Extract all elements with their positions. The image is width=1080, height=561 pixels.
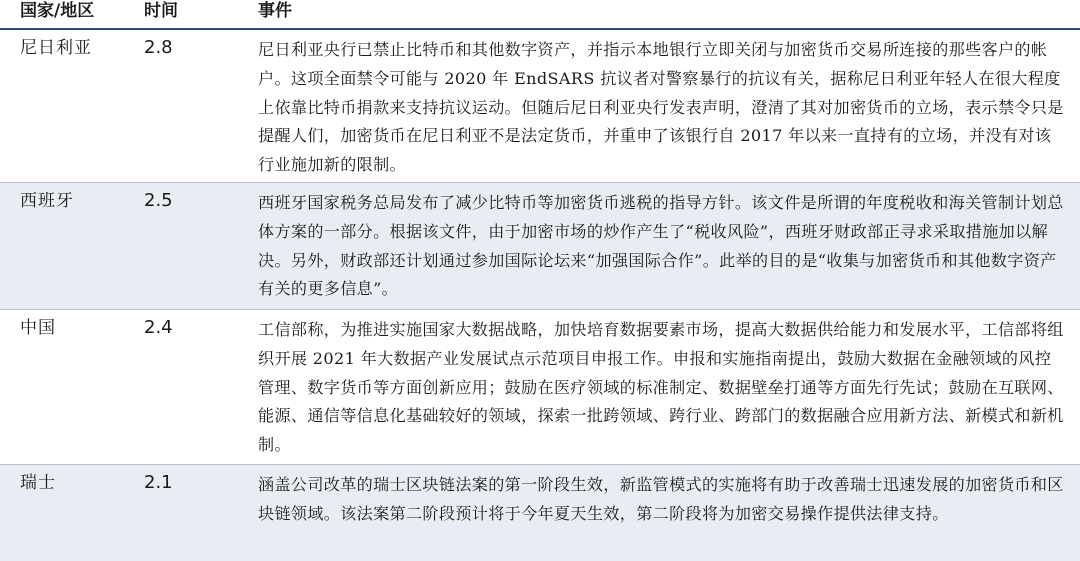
- row-date: 2.8: [144, 37, 173, 58]
- row-date: 2.1: [144, 472, 173, 493]
- header-event: 事件: [258, 1, 292, 21]
- table-header: [0, 0, 1080, 30]
- row-date: 2.4: [144, 317, 173, 338]
- header-country: 国家/地区: [20, 1, 95, 21]
- row-country: 西班牙: [20, 191, 74, 211]
- row-event: 尼日利亚央行已禁止比特币和其他数字资产，并指示本地银行立即关闭与加密货币交易所连接的那些客户的帐户。这项全面禁令可能与 2020 年 EndSARS 抗议者对警察暴行的抗议有关，据称尼日利亚年轻人在很大程度上依靠比特币捐款来支持抗议运动。但随后尼日利亚央行发表声明，澄清了其对加密货币的立场，表示禁令只是提醒人们，加密货币在尼日利亚不是法定货币，并重申了该银行自 2017 年以来一直持有的立场，并没有对该行业施加新的限制。: [258, 40, 1064, 175]
- table-row: [0, 465, 1080, 561]
- header-date: 时间: [144, 1, 178, 21]
- table-row: [0, 183, 1080, 310]
- table-row: [0, 310, 1080, 465]
- row-country: 瑞士: [20, 473, 56, 493]
- row-date: 2.5: [144, 190, 173, 211]
- table-row: [0, 30, 1080, 183]
- row-event: 西班牙国家税务总局发布了减少比特币等加密货币逃税的指导方针。该文件是所谓的年度税收和海关管制计划总体方案的一部分。根据该文件，由于加密市场的炒作产生了“税收风险”，西班牙财政部正寻求采取措施加以解决。另外，财政部还计划通过参加国际论坛来“加强国际合作”。此举的目的是“收集与加密货币和其他数字资产有关的更多信息”。: [258, 193, 1064, 299]
- row-country: 尼日利亚: [20, 38, 92, 58]
- row-event: 涵盖公司改革的瑞士区块链法案的第一阶段生效，新监管模式的实施将有助于改善瑞士迅速发展的加密货币和区块链领域。该法案第二阶段预计将于今年夏天生效，第二阶段将为加密交易操作提供法律支持。: [258, 475, 1064, 523]
- row-event: 工信部称，为推进实施国家大数据战略，加快培育数据要素市场，提高大数据供给能力和发展水平，工信部将组织开展 2021 年大数据产业发展试点示范项目申报工作。申报和实施指南提出，鼓励大数据在金融领域的风控管理、数字货币等方面创新应用；鼓励在医疗领域的标准制定、数据壁垒打通等方面先行先试；鼓励在互联网、能源、通信等信息化基础较好的领域，探索一批跨领域、跨行业、跨部门的数据融合应用新方法、新模式和新机制。: [258, 320, 1064, 455]
- row-country: 中国: [20, 318, 56, 338]
